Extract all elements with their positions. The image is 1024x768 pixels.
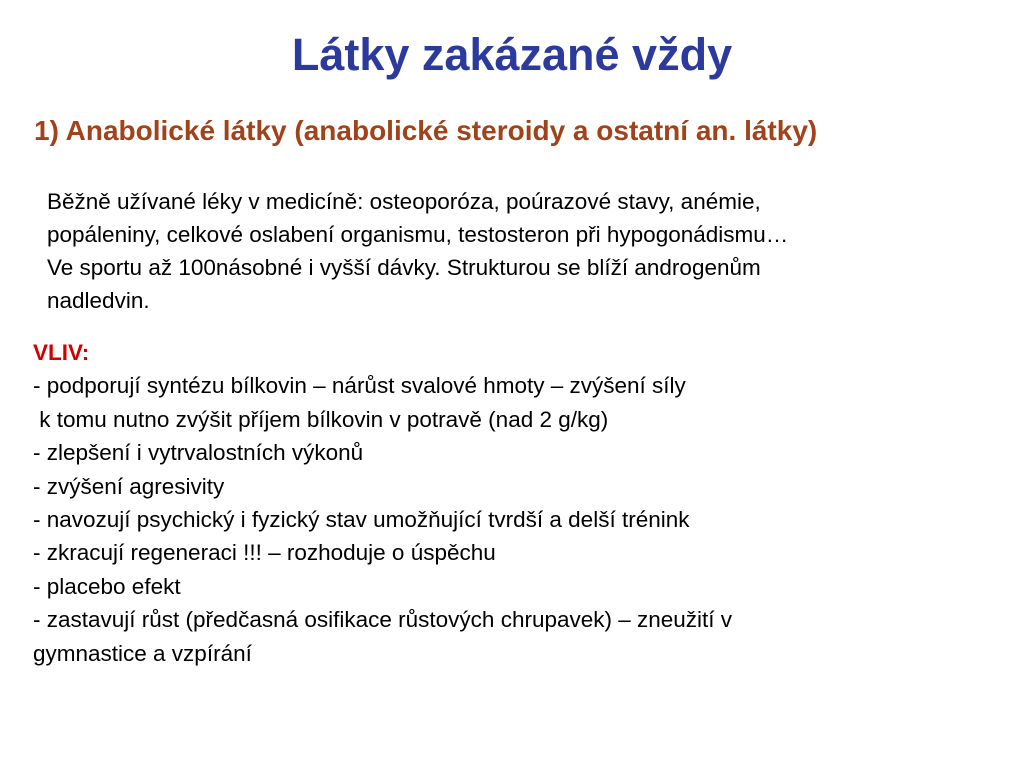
- effects-item: gymnastice a vzpírání: [33, 640, 252, 666]
- section-subtitle: 1) Anabolické látky (anabolické steroidy a ostatní an. látky): [34, 115, 818, 146]
- effects-item: - zvýšení agresivity: [33, 473, 225, 499]
- intro-paragraph: [47, 185, 1007, 317]
- effects-item: - navozují psychický i fyzický stav umožňující tvrdší a delší trénink: [33, 507, 690, 533]
- effects-item: - zastavují růst (předčasná osifikace růstových chrupavek) – zneužití v: [33, 607, 733, 633]
- effects-item: k tomu nutno zvýšit příjem bílkovin v potravě (nad 2 g/kg): [33, 406, 609, 432]
- effects-heading: VLIV:: [33, 340, 90, 365]
- intro-line: Ve sportu až 100násobné i vyšší dávky. Strukturou se blíží androgenům: [47, 255, 761, 280]
- effects-item: - placebo efekt: [33, 573, 181, 599]
- intro-line: popáleniny, celkové oslabení organismu, testosteron při hypogonádismu…: [47, 222, 789, 247]
- effects-item: - podporují syntézu bílkovin – nárůst svalové hmoty – zvýšení síly: [33, 373, 686, 399]
- intro-line: Běžně užívané léky v medicíně: osteoporóza, poúrazové stavy, anémie,: [47, 189, 761, 214]
- effects-item: - zkracují regeneraci !!! – rozhoduje o úspěchu: [33, 540, 496, 566]
- effects-list: [33, 336, 993, 670]
- intro-line: nadledvin.: [47, 288, 150, 313]
- effects-item: - zlepšení i vytrvalostních výkonů: [33, 440, 364, 466]
- slide-title: Látky zakázané vždy: [291, 29, 733, 80]
